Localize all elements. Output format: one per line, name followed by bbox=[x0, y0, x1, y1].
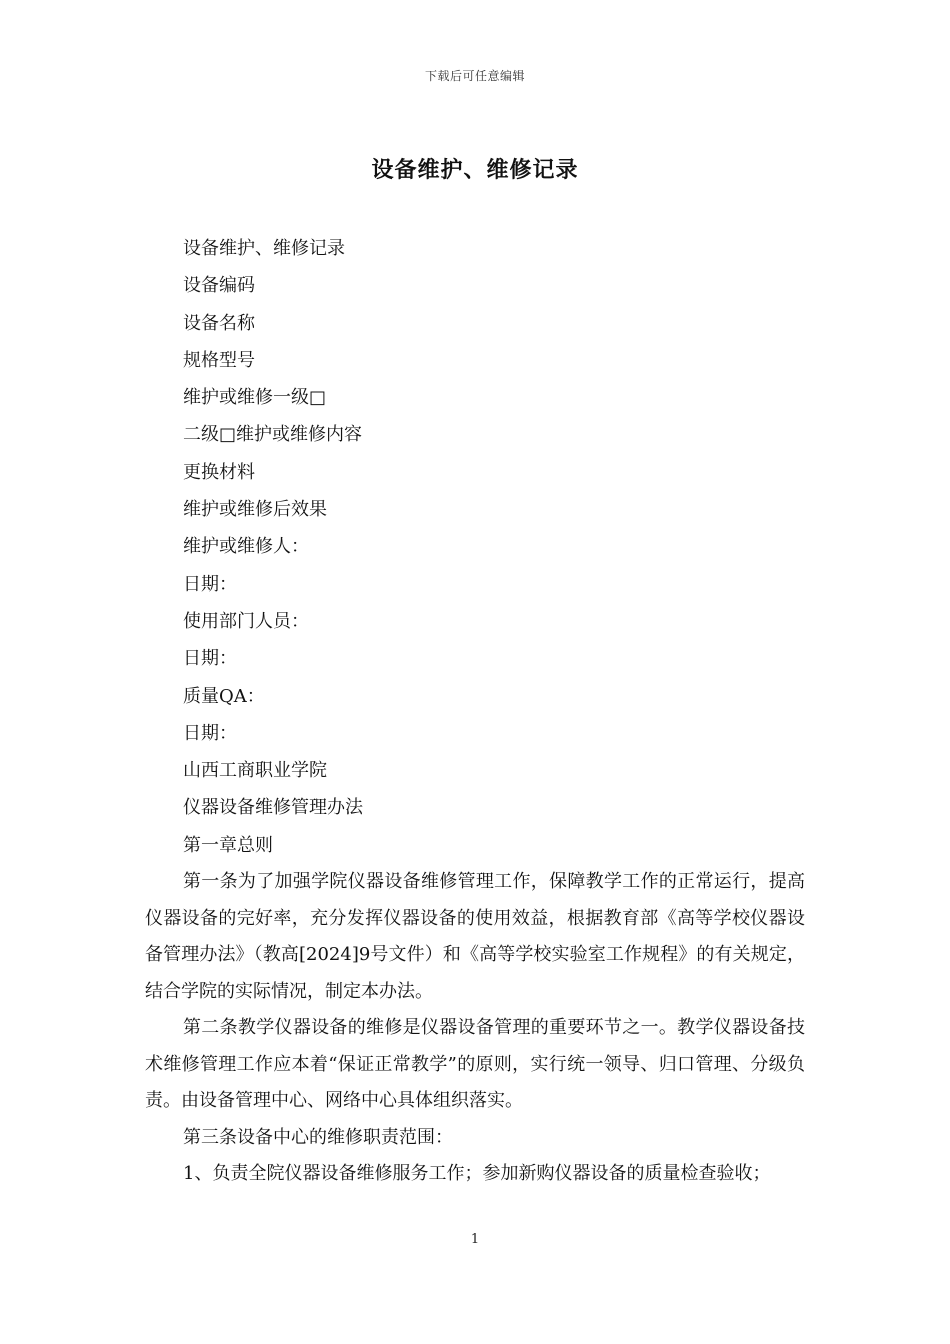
form-line-equipment-name: 设备名称 bbox=[183, 312, 255, 334]
document-body bbox=[145, 230, 805, 1193]
form-line-record-title: 设备维护、维修记录 bbox=[183, 238, 345, 259]
page-number: 1 bbox=[470, 1232, 480, 1247]
form-line-equipment-code: 设备编码 bbox=[183, 275, 255, 297]
form-line-quality-qa: 质量QA： bbox=[183, 685, 265, 707]
header-note: 下载后可任意编辑 bbox=[424, 69, 525, 83]
article-one: 第一条为了加强学院仪器设备维修管理工作，保障教学工作的正常运行，提高仪器设备的完好率，充分发挥仪器设备的使用效益，根据教育部《高等学校仪器设备管理办法》（教高[2024]9号文件）和《高等学校实验室工作规程》的有关规定，结合学院的实际情况，制定本办法。 bbox=[145, 871, 805, 1002]
article-three-item-one: 1、负责全院仪器设备维修服务工作；参加新购仪器设备的质量检查验收； bbox=[183, 1163, 771, 1185]
article-three: 第三条设备中心的维修职责范围： bbox=[183, 1126, 453, 1148]
form-line-date: 日期： bbox=[183, 722, 237, 744]
form-line-model: 规格型号 bbox=[183, 349, 255, 371]
form-line-replaced-material: 更换材料 bbox=[183, 461, 255, 483]
institution-name: 山西工商职业学院 bbox=[183, 760, 327, 782]
chapter-heading: 第一章总则 bbox=[183, 834, 273, 856]
article-two: 第二条教学仪器设备的维修是仪器设备管理的重要环节之一。教学仪器设备技术维修管理工作应本着“保证正常教学”的原则，实行统一领导、归口管理、分级负责。由设备管理中心、网络中心具体组织落实。 bbox=[145, 1017, 805, 1112]
form-line-level-one: 维护或维修一级□ bbox=[183, 387, 327, 409]
form-line-result: 维护或维修后效果 bbox=[183, 499, 327, 521]
form-line-date: 日期： bbox=[183, 573, 237, 595]
form-line-maintainer: 维护或维修人： bbox=[183, 536, 309, 558]
form-line-department-staff: 使用部门人员： bbox=[183, 610, 309, 632]
form-line-level-two-content: 二级□维护或维修内容 bbox=[183, 424, 363, 446]
regulation-title: 仪器设备维修管理办法 bbox=[183, 797, 363, 819]
form-line-date: 日期： bbox=[183, 648, 237, 670]
document-title: 设备维护、维修记录 bbox=[371, 157, 579, 183]
